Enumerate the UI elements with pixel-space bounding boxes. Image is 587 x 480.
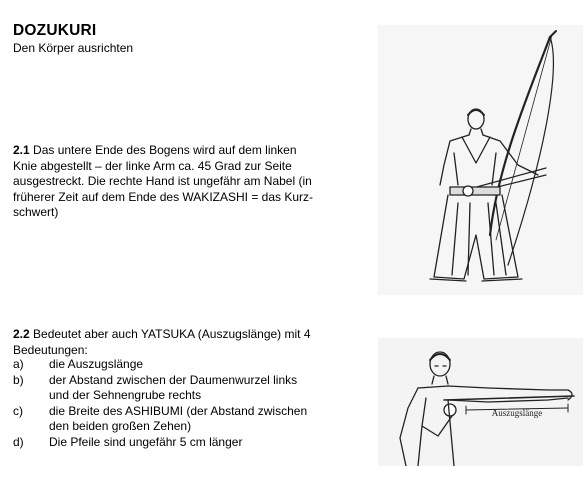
text-line: Knie abgestellt – der linke Arm ca. 45 Grad zur Seite: [13, 158, 292, 173]
text-line: ausgestreckt. Die rechte Hand ist ungefähr am Nabel (in: [13, 174, 312, 188]
page-subtitle: Den Körper ausrichten: [13, 41, 134, 55]
paragraph-2-1: [13, 143, 363, 221]
text-line: früherer Zeit auf dem Ende des WAKIZASHI = das Kurz-: [13, 189, 314, 204]
draw-length-illustration: [378, 338, 583, 466]
text-line: Bedeutet aber auch YATSUKA (Auszugslänge) mit 4: [33, 327, 311, 341]
list-item: [13, 373, 363, 404]
list-text: der Abstand zwischen der Daumenwurzel links: [49, 372, 298, 387]
meanings-list: [13, 357, 363, 450]
list-text: die Breite des ASHIBUMI (der Abstand zwischen: [49, 403, 308, 418]
list-text: und der Sehnengrube rechts: [49, 388, 202, 402]
paragraph-2-2: [13, 327, 363, 358]
list-key: a): [13, 357, 24, 371]
list-item: [13, 435, 363, 451]
section-number: 2.2: [13, 327, 30, 341]
list-text: die Auszugslänge: [49, 357, 144, 371]
list-key: d): [13, 434, 24, 449]
archer-standing-illustration: [378, 25, 583, 295]
section-number: 2.1: [13, 143, 30, 157]
list-text: den beiden großen Zehen): [49, 419, 192, 433]
page-title: DOZUKURI: [13, 22, 97, 39]
text-line: Bedeutungen:: [13, 342, 88, 357]
list-key: c): [13, 403, 23, 418]
list-item: [13, 404, 363, 435]
draw-length-label: Auszugslänge: [491, 408, 543, 418]
list-text: Die Pfeile sind ungefähr 5 cm länger: [49, 434, 243, 449]
list-item: [13, 357, 363, 373]
text-line: Das untere Ende des Bogens wird auf dem linken: [33, 143, 297, 157]
list-key: b): [13, 372, 24, 387]
text-line: schwert): [13, 205, 59, 219]
